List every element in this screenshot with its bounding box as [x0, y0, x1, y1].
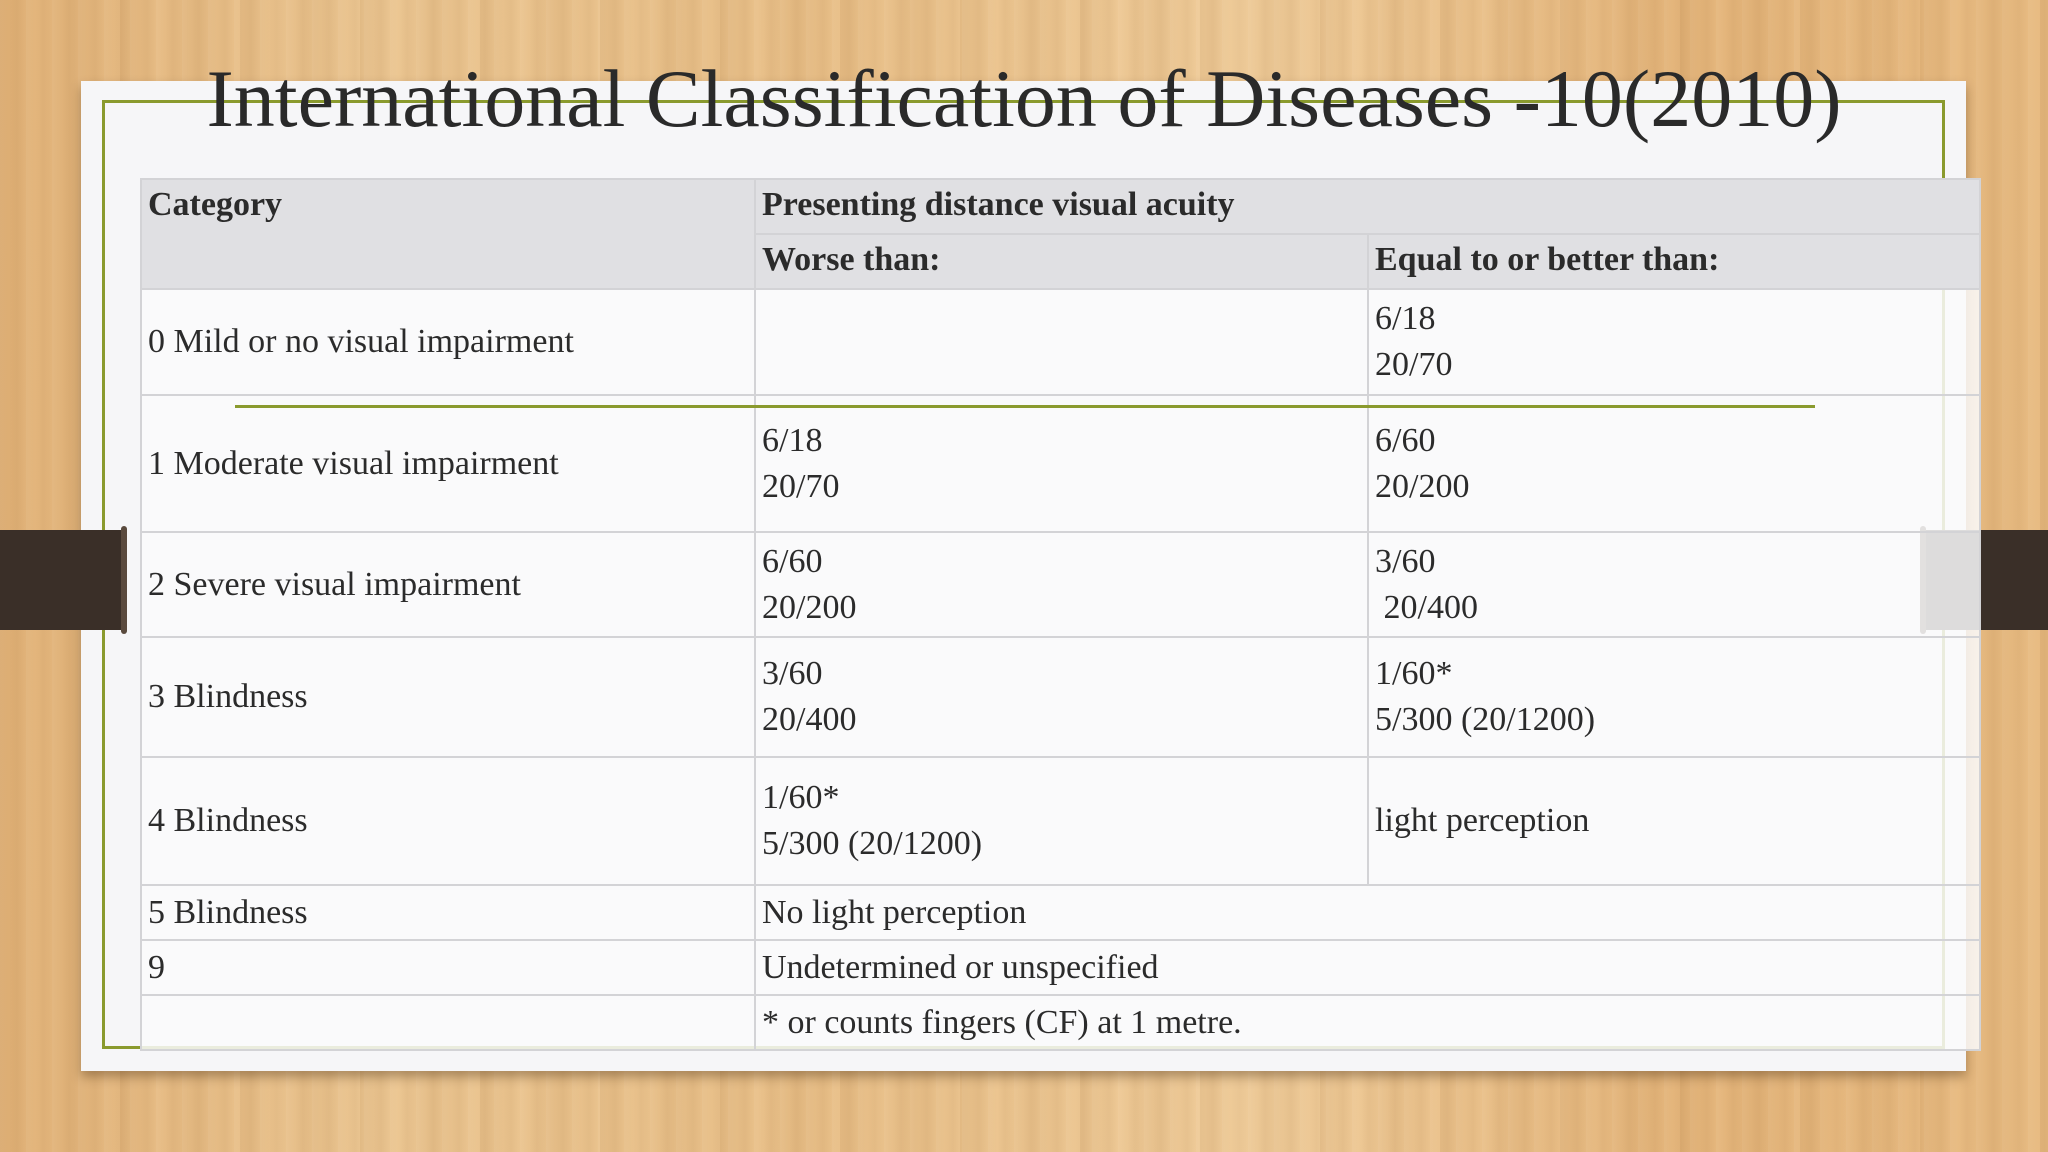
acuity-imperial: 20/200 — [762, 588, 857, 626]
header-visual-acuity: Presenting distance visual acuity — [755, 179, 1980, 234]
worse-than-cell — [755, 395, 1368, 532]
worse-than-cell — [755, 637, 1368, 757]
equal-or-better-cell — [1368, 637, 1980, 757]
acuity-imperial: 5/300 (20/1200) — [1375, 701, 1596, 738]
table-row — [141, 757, 1980, 885]
acuity-metric: 6/18 — [1375, 300, 1436, 337]
table-row — [141, 289, 1980, 395]
table-row — [141, 532, 1980, 637]
worse-than-cell — [755, 757, 1368, 885]
acuity-metric: 6/18 — [762, 421, 823, 459]
category-cell: 0 Mild or no visual impairment — [141, 289, 755, 395]
acuity-metric: 3/60 — [1375, 542, 1436, 580]
header-worse-than: Worse than: — [755, 234, 1368, 289]
header-equal-or-better: Equal to or better than: — [1368, 234, 1980, 289]
category-cell: 3 Blindness — [141, 637, 755, 757]
footnote-cell: * or counts fingers (CF) at 1 metre. — [755, 995, 1980, 1050]
category-cell: 1 Moderate visual impairment — [141, 395, 755, 532]
acuity-metric: 1/60* — [762, 779, 840, 816]
slide-title: International Classification of Diseases -10(2010) — [206, 53, 1842, 144]
equal-or-better-cell — [1368, 395, 1980, 532]
green-rule-divider — [235, 405, 1815, 408]
equal-or-better-cell: light perception — [1368, 757, 1980, 885]
category-cell: 5 Blindness — [141, 885, 755, 940]
acuity-imperial: 20/200 — [1375, 467, 1470, 505]
equal-or-better-cell — [1368, 532, 1980, 637]
table-row — [141, 995, 1980, 1050]
acuity-imperial: 5/300 (20/1200) — [762, 825, 983, 862]
left-band-cap — [121, 526, 127, 634]
category-cell: 4 Blindness — [141, 757, 755, 885]
icd-classification-table — [140, 178, 1981, 1051]
table-row — [141, 395, 1980, 532]
table-row — [141, 940, 1980, 995]
equal-or-better-cell — [1368, 289, 1980, 395]
table-row — [141, 637, 1980, 757]
worse-than-cell — [755, 532, 1368, 637]
span-cell: No light perception — [755, 885, 1980, 940]
category-cell: 9 — [141, 940, 755, 995]
acuity-imperial: 20/70 — [762, 467, 840, 505]
acuity-metric: 6/60 — [762, 542, 823, 580]
acuity-imperial: 20/400 — [762, 701, 857, 738]
acuity-metric: 6/60 — [1375, 421, 1436, 459]
worse-than-cell — [755, 289, 1368, 395]
acuity-imperial: 20/400 — [1375, 588, 1478, 626]
acuity-metric: 1/60* — [1375, 655, 1453, 692]
span-cell: Undetermined or unspecified — [755, 940, 1980, 995]
header-category: Category — [141, 179, 755, 289]
acuity-metric: 3/60 — [762, 655, 823, 692]
left-band-decoration — [0, 530, 127, 630]
category-cell — [141, 995, 755, 1050]
table-row — [141, 885, 1980, 940]
acuity-imperial: 20/70 — [1375, 346, 1453, 383]
category-cell: 2 Severe visual impairment — [141, 532, 755, 637]
